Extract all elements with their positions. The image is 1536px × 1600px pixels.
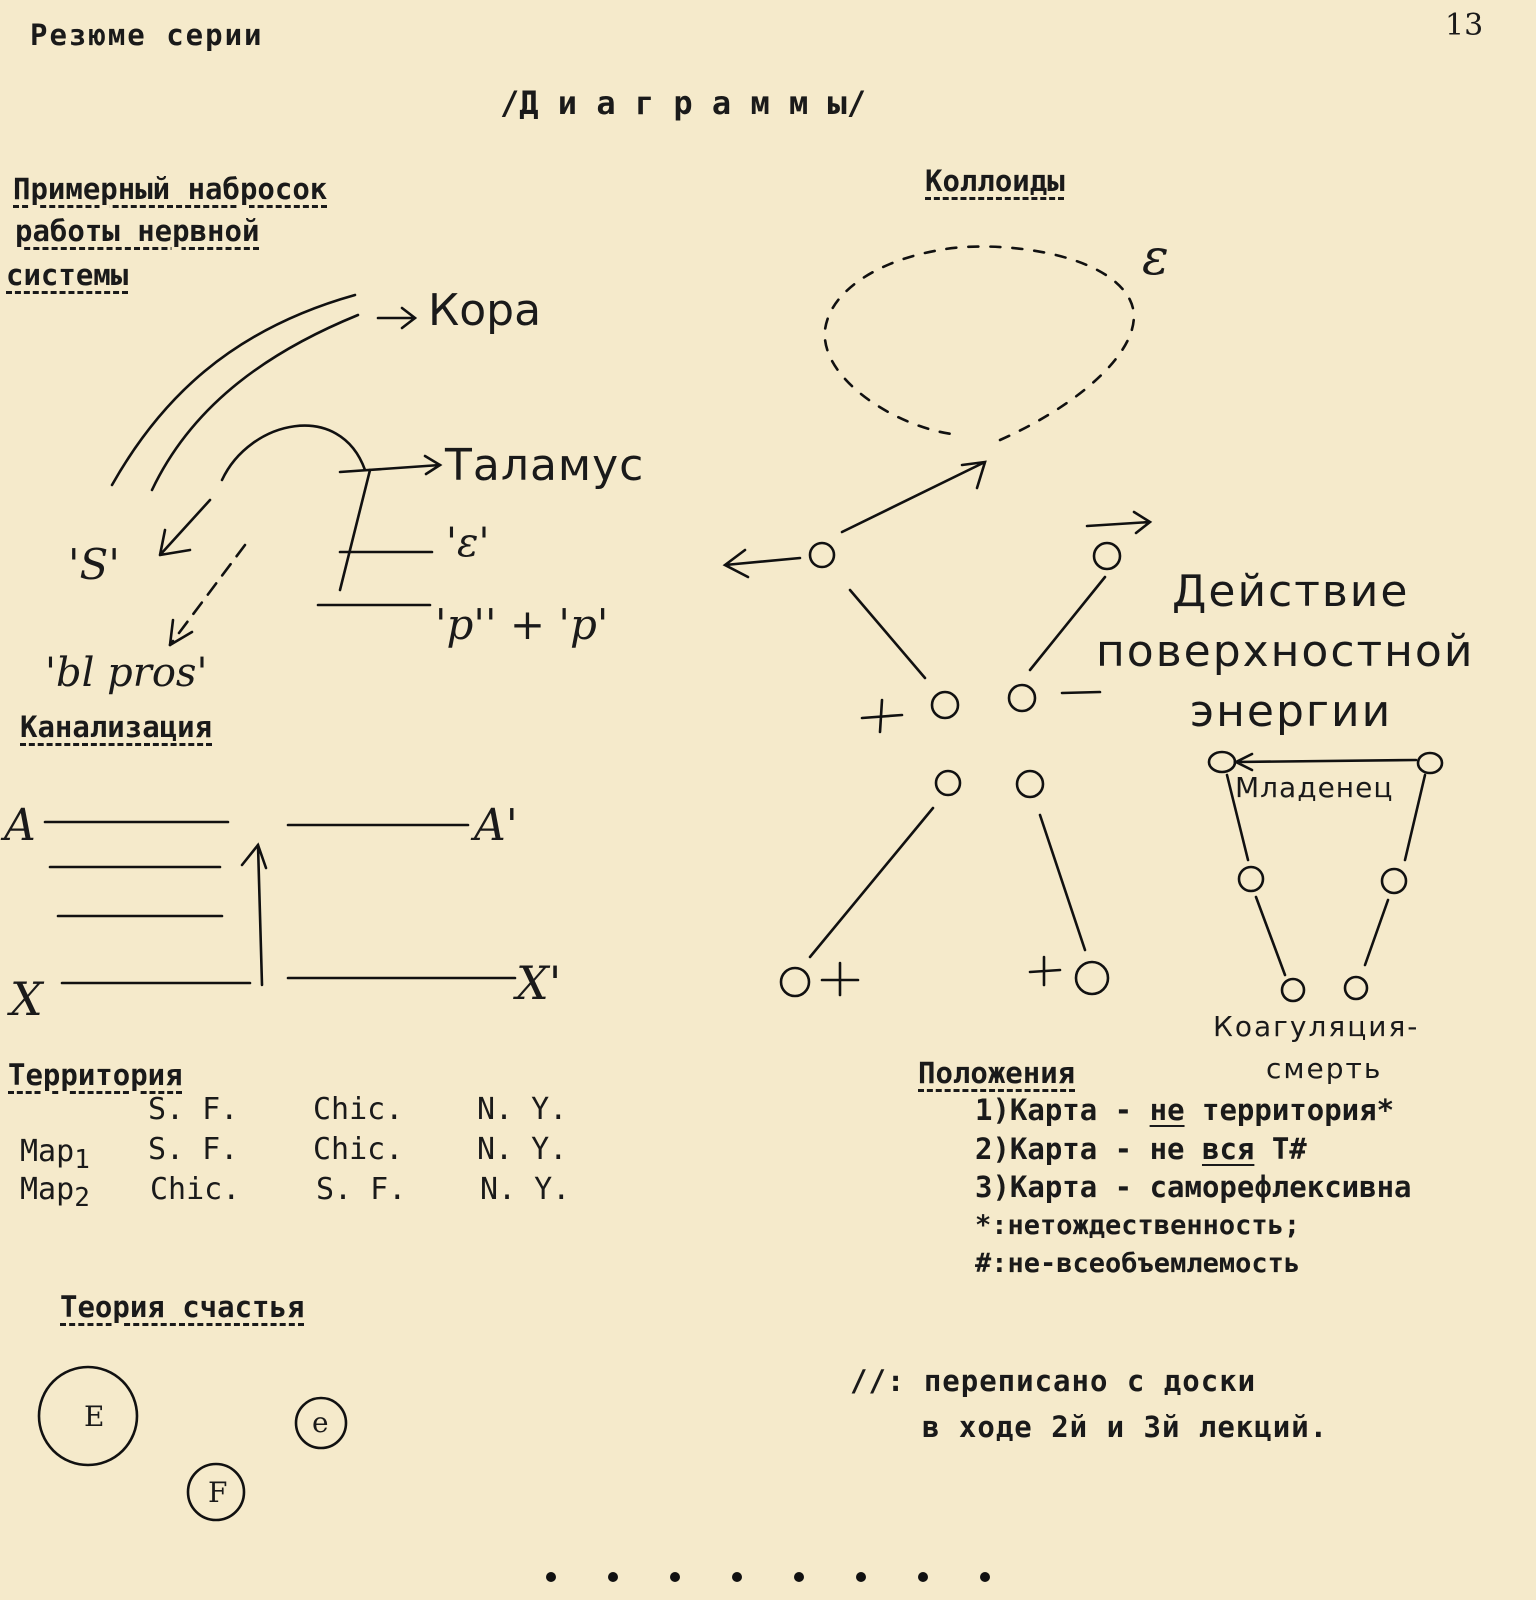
colloid-center-left	[932, 692, 958, 718]
footnote-line1: //: переписано с доски	[850, 1364, 1257, 1398]
separator-dot	[980, 1572, 990, 1582]
colloid-foot-right	[1076, 962, 1108, 994]
thalamus-arrow-line	[340, 465, 440, 472]
canal-x-left-label: X	[10, 972, 43, 1026]
separator-dot	[608, 1572, 618, 1582]
position-item-2-suffix: Т#	[1254, 1132, 1307, 1166]
coagulation-line1: Коагуляция-	[1213, 1010, 1420, 1043]
separator-dot	[856, 1572, 866, 1582]
cortex-arrow	[378, 308, 415, 328]
happiness-e-small-label: e	[312, 1406, 329, 1439]
position-item-1	[975, 1093, 1394, 1127]
colloid-center-right	[1009, 685, 1035, 711]
epsilon-label: 'ε'	[446, 520, 490, 566]
colloid-link-right	[1030, 577, 1105, 670]
separator-dot	[794, 1572, 804, 1582]
colloid-arrow-left	[725, 550, 800, 577]
colloid-arrow-up	[842, 462, 985, 532]
position-note-1: *:нетождественность;	[975, 1210, 1301, 1241]
territory-row0-c1: S. F.	[148, 1092, 239, 1127]
colloid-minus	[1062, 692, 1100, 693]
canal-up-arrow	[258, 845, 262, 985]
separator-dot	[546, 1572, 556, 1582]
map1-label-text: Map	[20, 1134, 75, 1169]
infant-right-upper	[1405, 775, 1425, 860]
colloid-lower-right	[1017, 771, 1043, 797]
coagulation-node-left	[1282, 979, 1304, 1001]
happiness-f-label: F	[208, 1476, 228, 1509]
coagulation-node-right	[1345, 977, 1367, 999]
infant-mid-right	[1382, 869, 1406, 893]
positions-heading: Положения	[918, 1056, 1076, 1090]
territory-row0-c3: N. Y.	[477, 1092, 568, 1127]
territory-row2-c1: Chic.	[150, 1172, 241, 1207]
separator-dot	[918, 1572, 928, 1582]
cortex-arc-1	[112, 295, 355, 485]
colloid-leg-left	[810, 808, 933, 957]
coagulation-line2: смерть	[1266, 1052, 1383, 1085]
territory-row1-c2: Chic.	[313, 1132, 404, 1167]
territory-heading: Территория	[8, 1058, 183, 1092]
surface-energy-line2: поверхностной	[1096, 626, 1475, 677]
main-title: /Д и а г р а м м ы/	[500, 84, 867, 122]
map1-subscript: 1	[74, 1145, 90, 1175]
colloid-dashed-loop	[825, 247, 1134, 440]
map2-label	[20, 1172, 90, 1213]
canal-a-right-label: A'	[474, 800, 518, 851]
series-title: Резюме серии	[30, 18, 264, 52]
territory-row0-c2: Chic.	[313, 1092, 404, 1127]
thalamus-vertical	[340, 470, 370, 590]
s-label: 'S'	[68, 540, 120, 589]
colloid-epsilon: ε	[1142, 228, 1169, 286]
map1-label	[20, 1134, 90, 1175]
territory-row1-c1: S. F.	[148, 1132, 239, 1167]
territory-row2-c2: S. F.	[316, 1172, 407, 1207]
bl-pros-label: 'bl pros'	[45, 650, 208, 696]
p-label: 'p'' + 'p'	[435, 600, 609, 649]
surface-energy-line1: Действие	[1172, 566, 1410, 617]
position-item-2	[975, 1132, 1307, 1166]
colloid-foot-left	[781, 968, 809, 996]
s-arrow	[160, 500, 210, 555]
infant-node-right	[1418, 753, 1442, 773]
colloid-lower-left	[936, 771, 960, 795]
happiness-e-big-label: E	[84, 1400, 105, 1433]
position-item-3: 3)Карта - саморефлексивна	[975, 1170, 1412, 1204]
map2-subscript: 2	[74, 1183, 90, 1213]
colloids-heading: Коллоиды	[925, 164, 1065, 198]
cortex-label: Кора	[428, 285, 542, 336]
canal-a-left-label: A	[4, 800, 36, 851]
position-item-2-vsya: вся	[1201, 1132, 1255, 1166]
surface-energy-line3: энергии	[1190, 686, 1393, 737]
territory-row1-c3: N. Y.	[477, 1132, 568, 1167]
footnote-line2: в ходе 2й и 3й лекций.	[922, 1410, 1329, 1444]
cortex-arc-2	[152, 315, 358, 490]
canalization-heading: Канализация	[20, 710, 213, 744]
infant-node-left	[1209, 752, 1235, 772]
colloid-plus-v	[880, 700, 882, 732]
nervous-system-heading-line1: Примерный набросок	[13, 172, 328, 206]
thalamus-label: Таламус	[445, 440, 645, 491]
map2-label-text: Map	[20, 1172, 75, 1207]
colloid-leg-right	[1040, 815, 1085, 950]
position-item-1-ne: не	[1149, 1093, 1185, 1127]
colloid-link-left	[850, 590, 925, 678]
infant-label: Младенец	[1235, 771, 1394, 804]
infant-arrow	[1236, 754, 1416, 770]
position-note-2: #:не-всеобъемлемость	[975, 1248, 1301, 1279]
separator-dot	[732, 1572, 742, 1582]
separator-dot	[670, 1572, 680, 1582]
position-item-2-prefix: 2)Карта - не	[975, 1132, 1202, 1166]
territory-row2-c3: N. Y.	[480, 1172, 571, 1207]
page-number: 13	[1445, 8, 1484, 43]
colloid-arrow-right	[1087, 512, 1150, 533]
bl-arrow	[170, 545, 245, 645]
colloid-particle-top-left	[810, 543, 834, 567]
happiness-heading: Теория счастья	[60, 1290, 305, 1324]
infant-right-lower	[1365, 900, 1388, 965]
position-item-1-prefix: 1)Карта -	[975, 1093, 1150, 1127]
infant-left-lower	[1256, 897, 1285, 975]
canal-up-arrow-head	[242, 845, 266, 868]
nervous-system-heading-line2: работы нервной	[15, 214, 260, 248]
colloid-particle-top-right	[1094, 543, 1120, 569]
infant-mid-left	[1239, 867, 1263, 891]
canal-x-right-label: X'	[516, 956, 562, 1010]
nervous-system-heading-line3: системы	[6, 258, 129, 292]
position-item-1-suffix: территория*	[1184, 1093, 1395, 1127]
